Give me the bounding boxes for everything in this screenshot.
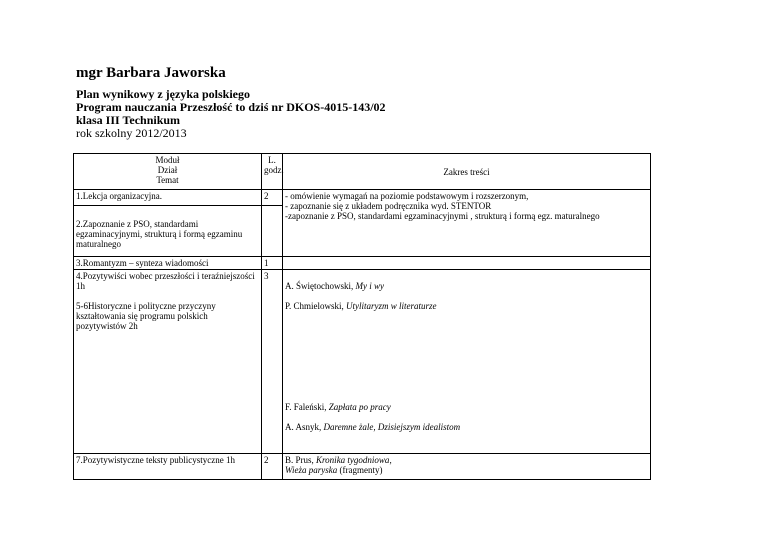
reading-item bbox=[285, 402, 648, 412]
hours-text: 1 bbox=[264, 258, 269, 268]
reading-author: F. Faleński, bbox=[285, 402, 329, 412]
topic-cell bbox=[74, 190, 262, 206]
scope-line: -zapoznanie z PSO, standardami egzaminacyjnymi , strukturą i formą egz. maturalnego bbox=[285, 211, 600, 221]
topic-text-2: 5-6Historyczne i polityczne przyczyny kształtowania się programu polskich pozytywistów 2h bbox=[76, 301, 216, 331]
reading-note: (fragmenty) bbox=[337, 465, 383, 475]
reading-item bbox=[285, 465, 648, 475]
header-cell-scope bbox=[283, 154, 651, 190]
hours-text: 3 bbox=[264, 271, 269, 281]
reading-author: B. Prus, bbox=[285, 455, 317, 465]
header-cell-topic bbox=[74, 154, 262, 190]
hours-cell bbox=[262, 270, 283, 454]
topic-cell bbox=[74, 257, 262, 270]
topic-cell bbox=[74, 206, 262, 257]
topic-cell bbox=[74, 454, 262, 480]
scope-line: - omówienie wymagań na poziomie podstawowym i rozszerzonym, bbox=[285, 191, 529, 201]
reading-title: Daremne żale, Dzisiejszym idealistom bbox=[323, 422, 461, 432]
reading-title: My i wy bbox=[355, 281, 384, 291]
reading-author: A. Asnyk, bbox=[285, 422, 324, 432]
table-row bbox=[74, 454, 651, 480]
topic-text: 4.Pozytywiści wobec przeszłości i teraźniejszości 1h bbox=[76, 271, 255, 291]
header-zakres: Zakres treści bbox=[443, 166, 490, 177]
hours-text: 2 bbox=[264, 191, 269, 201]
class-name: klasa III Technikum bbox=[76, 113, 181, 127]
reading-title: Utylitaryzm w literaturze bbox=[346, 301, 437, 311]
topic-text: 1.Lekcja organizacyjna. bbox=[76, 191, 163, 201]
header-modul: Moduł bbox=[155, 155, 180, 165]
plan-table bbox=[73, 153, 651, 480]
topic-cell bbox=[74, 270, 262, 454]
scope-cell bbox=[283, 257, 651, 270]
hours-text: 2 bbox=[264, 455, 269, 465]
topic-text: 7.Pozytywistyczne teksty publicystyczne 1h bbox=[76, 455, 235, 465]
scope-cell bbox=[283, 190, 651, 257]
hours-cell bbox=[262, 190, 283, 206]
reading-title: Wieża paryska bbox=[285, 465, 338, 475]
reading-item bbox=[285, 422, 648, 432]
table-row bbox=[74, 270, 651, 454]
table-header-row bbox=[74, 154, 651, 190]
reading-item bbox=[285, 301, 648, 311]
reading-punct: , bbox=[389, 455, 392, 465]
reading-author: A. Świętochowski, bbox=[285, 281, 356, 291]
topic-text: 3.Romantyzm – synteza wiadomości bbox=[76, 258, 209, 268]
scope-cell bbox=[283, 454, 651, 480]
topic-text: 2.Zapoznanie z PSO, standardami egzaminacyjnymi, strukturą i formą egzaminu maturalnego bbox=[76, 219, 243, 249]
program-title: Program nauczania Przeszłość to dziś nr DKOS-4015-143/02 bbox=[76, 100, 386, 114]
reading-author: P. Chmielowski, bbox=[285, 301, 347, 311]
plan-title: Plan wynikowy z języka polskiego bbox=[76, 87, 251, 101]
header-temat: Temat bbox=[156, 175, 179, 185]
table-row bbox=[74, 190, 651, 206]
header-dzial: Dział bbox=[157, 165, 178, 175]
header-cell-hours bbox=[262, 154, 283, 190]
scope-cell bbox=[283, 270, 651, 454]
scope-line: - zapoznanie się z układem podręcznika wyd. STENTOR bbox=[285, 201, 492, 211]
hours-cell bbox=[262, 206, 283, 257]
reading-title: Kronika tygodniowa bbox=[316, 455, 390, 465]
hours-cell bbox=[262, 257, 283, 270]
author-name: mgr Barbara Jaworska bbox=[76, 65, 226, 81]
hours-cell bbox=[262, 454, 283, 480]
header-godz: godz. bbox=[264, 165, 284, 175]
reading-title: Zapłata po pracy bbox=[328, 402, 391, 412]
reading-item bbox=[285, 455, 648, 465]
school-year: rok szkolny 2012/2013 bbox=[76, 126, 187, 140]
reading-item bbox=[285, 281, 648, 291]
table-row bbox=[74, 257, 651, 270]
document-header bbox=[76, 64, 386, 140]
header-l: L. bbox=[268, 155, 276, 165]
